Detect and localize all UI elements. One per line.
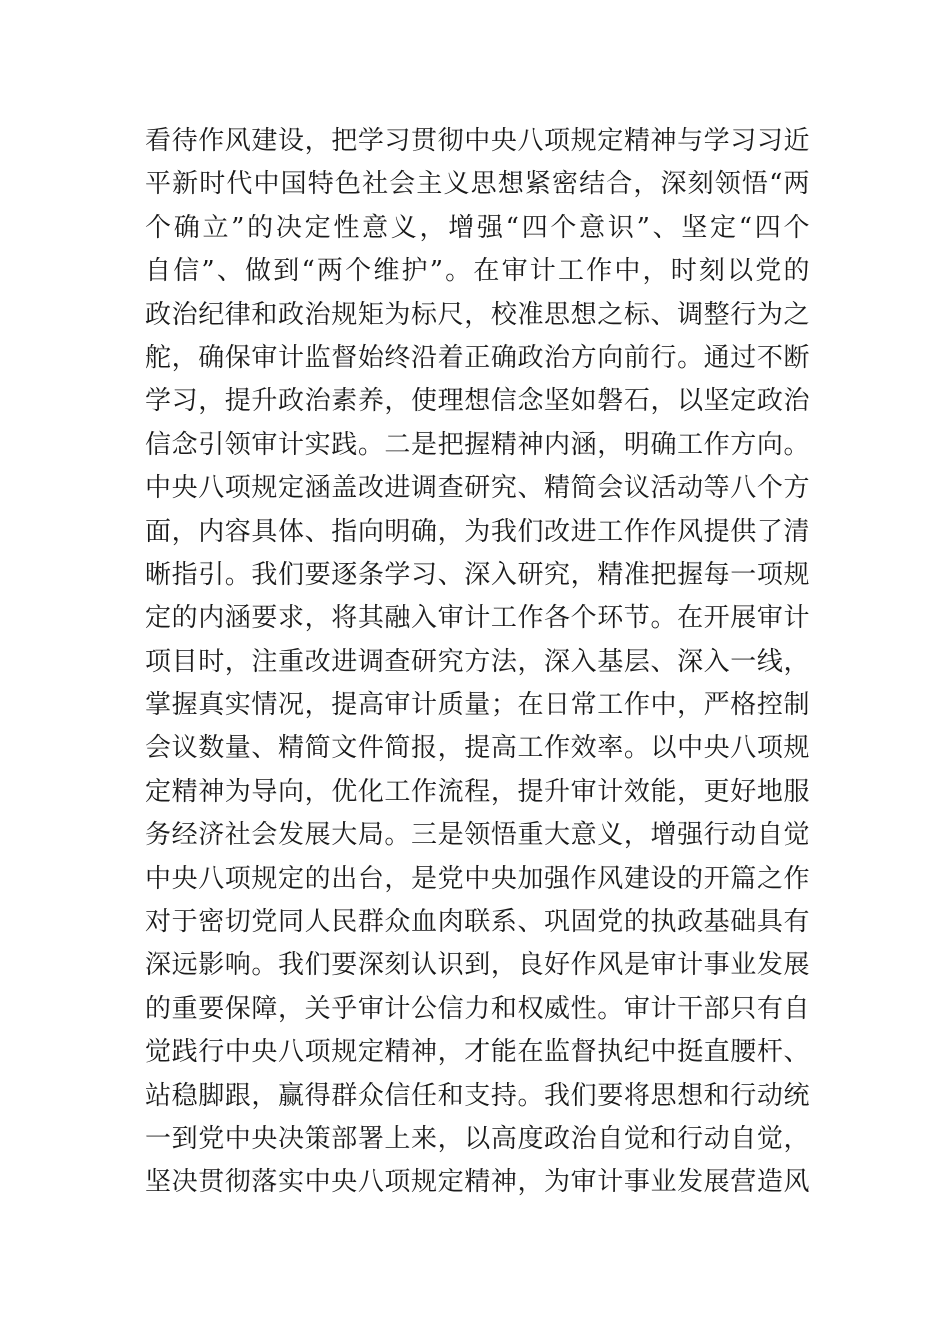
text-line: 舵，确保审计监督始终沿着正确政治方向前行。通过不断 — [145, 342, 810, 373]
text-line: 对于密切党同人民群众血肉联系、巩固党的执政基础具有 — [145, 907, 810, 938]
text-line: 定精神为导向，优化工作流程，提升审计效能，更好地服 — [145, 776, 810, 807]
text-line: 觉践行中央八项规定精神，才能在监督执纪中挺直腰杆、 — [145, 1037, 810, 1068]
text-line: 学习，提升政治素养，使理想信念坚如磐石，以坚定政治 — [145, 386, 810, 417]
text-line: 中央八项规定涵盖改进调查研究、精简会议活动等八个方 — [145, 473, 810, 504]
text-line: 平新时代中国特色社会主义思想紧密结合，深刻领悟“两 — [145, 169, 810, 200]
text-line: 定的内涵要求，将其融入审计工作各个环节。在开展审计 — [145, 603, 810, 634]
text-line: 个确立”的决定性意义，增强“四个意识”、坚定“四个 — [145, 212, 810, 243]
text-line: 站稳脚跟，赢得群众信任和支持。我们要将思想和行动统 — [145, 1080, 810, 1111]
body-text — [145, 120, 810, 1205]
text-line: 自信”、做到“两个维护”。在审计工作中，时刻以党的 — [145, 256, 810, 287]
text-line: 项目时，注重改进调查研究方法，深入基层、深入一线， — [145, 646, 810, 677]
text-line: 掌握真实情况，提高审计质量；在日常工作中，严格控制 — [145, 690, 810, 721]
text-line: 看待作风建设，把学习贯彻中央八项规定精神与学习习近 — [145, 126, 810, 156]
text-line: 中央八项规定的出台，是党中央加强作风建设的开篇之作 — [145, 863, 810, 894]
text-line: 一到党中央决策部署上来，以高度政治自觉和行动自觉， — [145, 1123, 810, 1154]
text-line: 会议数量、精简文件简报，提高工作效率。以中央八项规 — [145, 733, 810, 764]
text-line: 信念引领审计实践。二是把握精神内涵，明确工作方向。 — [145, 429, 810, 460]
text-line: 面，内容具体、指向明确，为我们改进工作作风提供了清 — [145, 516, 810, 547]
text-line: 坚决贯彻落实中央八项规定精神，为审计事业发展营造风 — [145, 1167, 810, 1198]
text-line: 的重要保障，关乎审计公信力和权威性。审计干部只有自 — [145, 993, 810, 1024]
text-line: 政治纪律和政治规矩为标尺，校准思想之标、调整行为之 — [145, 299, 810, 330]
text-line: 深远影响。我们要深刻认识到，良好作风是审计事业发展 — [145, 950, 810, 981]
text-line: 晰指引。我们要逐条学习、深入研究，精准把握每一项规 — [145, 559, 810, 590]
text-line: 务经济社会发展大局。三是领悟重大意义，增强行动自觉 — [145, 820, 810, 851]
